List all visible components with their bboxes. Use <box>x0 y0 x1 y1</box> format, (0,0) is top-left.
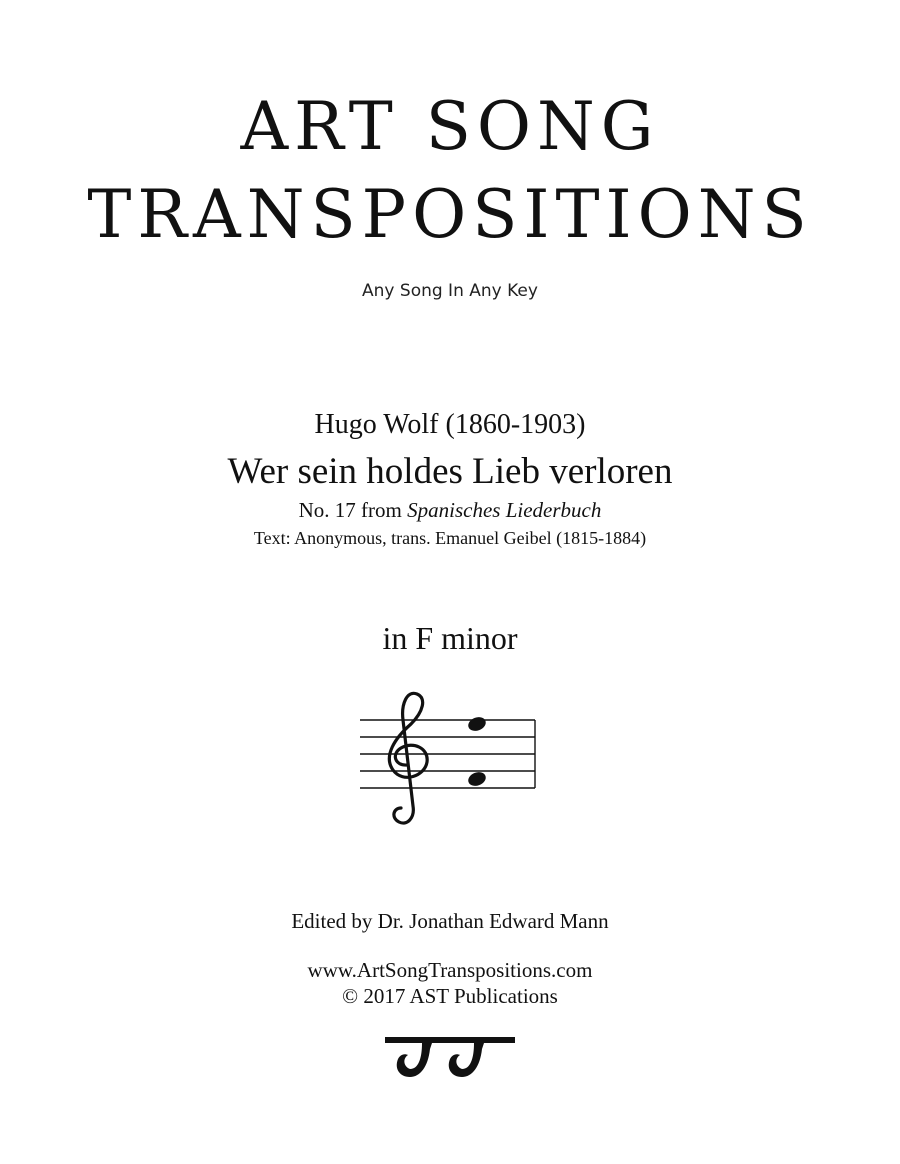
vocal-range-staff <box>355 690 540 835</box>
ast-logo-icon <box>380 1033 520 1083</box>
brand-tagline: Any Song In Any Key <box>362 281 538 301</box>
note-high-d5 <box>466 715 487 733</box>
staff-lines <box>360 720 535 788</box>
brand-title-line-2: TRANSPOSITIONS <box>87 176 813 253</box>
treble-clef-icon <box>389 693 427 823</box>
collection-name: Spanisches Liederbuch <box>407 498 602 522</box>
collection-info <box>0 498 900 523</box>
song-title: Wer sein holdes Lieb verloren <box>227 451 673 492</box>
brand-title-line-1: ART SONG <box>240 88 660 165</box>
key-label: in F minor <box>382 620 518 656</box>
composer-name: Hugo Wolf (1860-1903) <box>314 409 586 440</box>
note-low-f4 <box>466 770 487 788</box>
text-credit: Text: Anonymous, trans. Emanuel Geibel (1815-1884) <box>253 528 647 548</box>
collection-prefix: No. 17 from <box>298 498 408 522</box>
editor-credit: Edited by Dr. Jonathan Edward Mann <box>291 909 609 933</box>
copyright-notice: © 2017 AST Publications <box>342 984 558 1008</box>
website-url: www.ArtSongTranspositions.com <box>307 958 593 982</box>
